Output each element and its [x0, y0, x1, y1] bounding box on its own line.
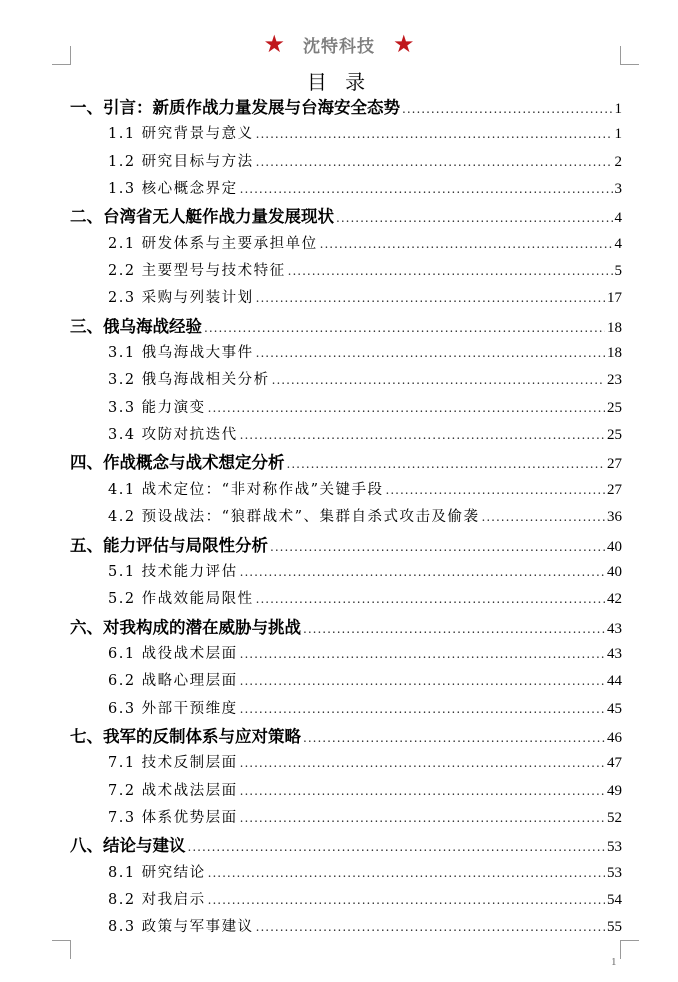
toc-section-entry[interactable] [70, 887, 622, 914]
toc-entry-label: 五、能力评估与局限性分析 [70, 535, 268, 555]
toc-dot-leader [188, 834, 606, 861]
toc-section-entry[interactable] [70, 586, 622, 613]
toc-section-entry[interactable] [70, 860, 622, 887]
toc-section-entry[interactable] [70, 559, 622, 586]
toc-dot-leader [303, 725, 605, 752]
toc-dot-leader [256, 914, 605, 941]
toc-title: 目 录 [306, 70, 372, 94]
toc-entry-label: 5.1 技术能力评估 [108, 563, 238, 580]
toc-entry-page: 4 [614, 235, 622, 252]
toc-chapter-entry[interactable] [70, 532, 622, 559]
toc-entry-page: 2 [614, 153, 622, 170]
toc-entry-label: 7.1 技术反制层面 [108, 755, 238, 772]
toc-entry-label: 3.3 能力演变 [108, 399, 206, 416]
toc-entry-page: 25 [607, 427, 622, 444]
crop-mark-bottom-right [620, 940, 639, 959]
toc-section-entry[interactable] [70, 149, 622, 176]
toc-dot-leader [272, 367, 605, 394]
toc-entry-label: 7.2 战术战法层面 [108, 782, 238, 799]
toc-section-entry[interactable] [70, 367, 622, 394]
toc-dot-leader [288, 258, 613, 285]
toc-dot-leader [482, 504, 606, 531]
toc-entry-label: 8.3 政策与军事建议 [108, 919, 254, 936]
toc-entry-page: 1 [614, 126, 622, 143]
toc-entry-page: 18 [607, 345, 622, 362]
toc-dot-leader [240, 778, 605, 805]
toc-entry-page: 47 [607, 755, 622, 772]
toc-entry-label: 3.1 俄乌海战大事件 [108, 345, 254, 362]
toc-entry-page: 42 [607, 591, 622, 608]
toc-dot-leader [256, 149, 613, 176]
toc-entry-label: 7.3 体系优势层面 [108, 809, 238, 826]
toc-dot-leader [256, 285, 605, 312]
toc-entry-page: 36 [607, 509, 622, 526]
toc-entry-page: 43 [607, 645, 622, 662]
toc-dot-leader [303, 616, 605, 643]
toc-entry-label: 二、台湾省无人艇作战力量发展现状 [70, 207, 334, 227]
toc-section-entry[interactable] [70, 778, 622, 805]
toc-entry-page: 3 [614, 181, 622, 198]
toc-chapter-entry[interactable] [70, 203, 622, 230]
crop-mark-bottom-left [52, 940, 71, 959]
toc-entry-page: 43 [607, 620, 622, 637]
toc-entry-page: 4 [614, 210, 622, 227]
toc-entry-label: 3.4 攻防对抗迭代 [108, 427, 238, 444]
toc-entry-page: 49 [607, 782, 622, 799]
toc-section-entry[interactable] [70, 668, 622, 695]
toc-section-entry[interactable] [70, 504, 622, 531]
toc-dot-leader [240, 176, 613, 203]
toc-entry-label: 2.1 研发体系与主要承担单位 [108, 235, 318, 252]
toc-entry-page: 46 [607, 729, 622, 746]
toc-entry-label: 1.3 核心概念界定 [108, 181, 238, 198]
toc-chapter-entry[interactable] [70, 614, 622, 641]
page-number: 1 [611, 956, 617, 968]
toc-entry-label: 四、作战概念与战术想定分析 [70, 453, 285, 473]
toc-section-entry[interactable] [70, 914, 622, 941]
toc-entry-label: 1.1 研究背景与意义 [108, 126, 254, 143]
toc-section-entry[interactable] [70, 696, 622, 723]
toc-dot-leader [240, 805, 605, 832]
toc-entry-label: 5.2 作战效能局限性 [108, 591, 254, 608]
toc-dot-leader [240, 559, 605, 586]
toc-entry-label: 1.2 研究目标与方法 [108, 153, 254, 170]
toc-section-entry[interactable] [70, 750, 622, 777]
page-header [0, 31, 678, 57]
table-of-contents [70, 94, 622, 942]
toc-entry-label: 六、对我构成的潜在威胁与挑战 [70, 617, 301, 637]
toc-entry-label: 8.2 对我启示 [108, 891, 206, 908]
toc-entry-label: 6.1 战役战术层面 [108, 645, 238, 662]
toc-entry-label: 6.3 外部干预维度 [108, 700, 238, 717]
toc-section-entry[interactable] [70, 285, 622, 312]
toc-dot-leader [208, 887, 605, 914]
toc-dot-leader [240, 641, 605, 668]
toc-dot-leader [287, 451, 606, 478]
red-star-icon: ★ [393, 30, 415, 58]
toc-dot-leader [402, 96, 613, 123]
toc-entry-page: 1 [614, 101, 622, 117]
toc-chapter-entry[interactable] [70, 832, 622, 859]
toc-section-entry[interactable] [70, 477, 622, 504]
toc-section-entry[interactable] [70, 121, 622, 148]
toc-entry-page: 18 [607, 319, 622, 336]
toc-entry-label: 4.2 预设战法：“狼群战术”、集群自杀式攻击及偷袭 [108, 509, 480, 526]
toc-dot-leader [240, 668, 605, 695]
toc-dot-leader [240, 750, 605, 777]
toc-entry-page: 40 [607, 538, 622, 555]
toc-entry-label: 一、引言：新质作战力量发展与台海安全态势 [70, 98, 400, 117]
toc-section-entry[interactable] [70, 176, 622, 203]
toc-entry-page: 25 [607, 399, 622, 416]
toc-dot-leader [256, 340, 605, 367]
toc-dot-leader [256, 121, 613, 148]
toc-chapter-entry[interactable] [70, 449, 622, 476]
toc-section-entry[interactable] [70, 395, 622, 422]
toc-entry-page: 52 [607, 809, 622, 826]
toc-dot-leader [240, 696, 605, 723]
toc-entry-label: 八、结论与建议 [70, 836, 186, 856]
toc-dot-leader [386, 477, 606, 504]
toc-entry-page: 45 [607, 700, 622, 717]
toc-chapter-entry[interactable] [70, 94, 622, 121]
toc-section-entry[interactable] [70, 805, 622, 832]
toc-entry-label: 8.1 研究结论 [108, 864, 206, 881]
toc-section-entry[interactable] [70, 641, 622, 668]
toc-entry-page: 40 [607, 563, 622, 580]
toc-section-entry[interactable] [70, 340, 622, 367]
toc-entry-page: 53 [607, 864, 622, 881]
toc-dot-leader [204, 315, 605, 342]
toc-section-entry[interactable] [70, 422, 622, 449]
toc-entry-label: 4.1 战术定位：“非对称作战”关键手段 [108, 481, 384, 498]
toc-dot-leader [270, 534, 605, 561]
header-brand: 沈特科技 [303, 36, 375, 57]
toc-entry-label: 2.2 主要型号与技术特征 [108, 263, 286, 280]
toc-chapter-entry[interactable] [70, 723, 622, 750]
toc-entry-label: 6.2 战略心理层面 [108, 673, 238, 690]
toc-chapter-entry[interactable] [70, 313, 622, 340]
toc-dot-leader [208, 395, 605, 422]
toc-dot-leader [240, 422, 605, 449]
toc-entry-page: 23 [607, 372, 622, 389]
toc-entry-label: 2.3 采购与列装计划 [108, 290, 254, 307]
toc-entry-label: 3.2 俄乌海战相关分析 [108, 372, 270, 389]
toc-entry-page: 54 [607, 891, 622, 908]
toc-entry-page: 17 [607, 290, 622, 307]
toc-dot-leader [208, 860, 605, 887]
toc-entry-page: 44 [607, 673, 622, 690]
toc-entry-page: 27 [607, 481, 622, 498]
toc-dot-leader [320, 231, 613, 258]
toc-entry-label: 七、我军的反制体系与应对策略 [70, 726, 301, 746]
toc-dot-leader [336, 205, 613, 232]
red-star-icon: ★ [263, 30, 285, 58]
toc-entry-label: 三、俄乌海战经验 [70, 316, 202, 336]
toc-section-entry[interactable] [70, 231, 622, 258]
toc-section-entry[interactable] [70, 258, 622, 285]
toc-dot-leader [256, 586, 605, 613]
toc-entry-page: 27 [607, 456, 622, 473]
toc-entry-page: 55 [607, 919, 622, 936]
toc-entry-page: 5 [614, 263, 622, 280]
toc-entry-page: 53 [607, 839, 622, 856]
